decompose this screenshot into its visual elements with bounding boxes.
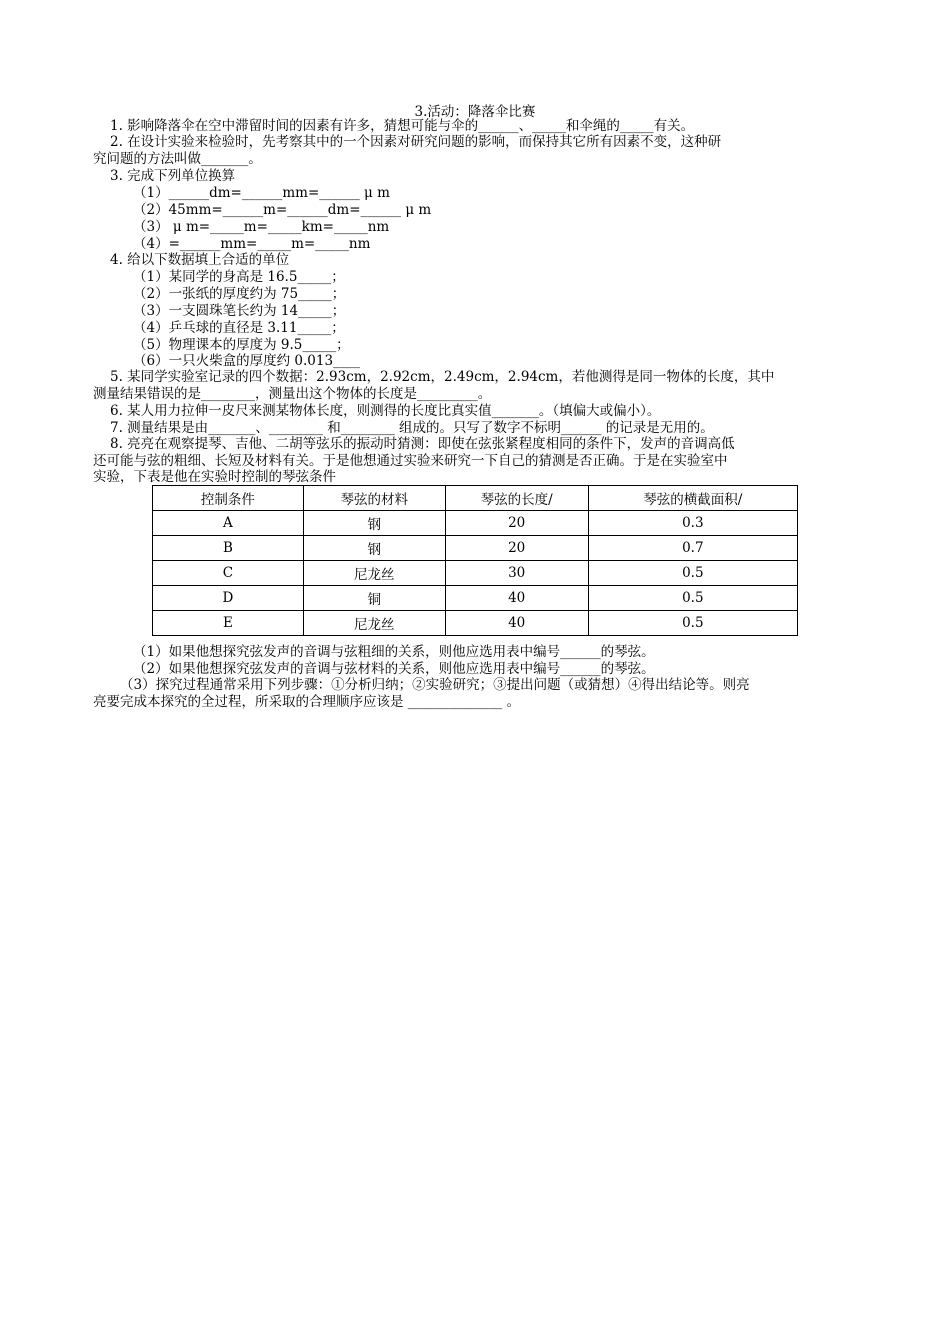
question-4-item-5: （5）物理课本的厚度为 9.5_____；: [133, 337, 350, 353]
question-1: 1. 影响降落伞在空中滞留时间的因素有许多，猜想可能与伞的______、_____和伞绳的_____有关。: [110, 118, 695, 134]
table-row: [153, 536, 798, 561]
question-8-part-2: （2）如果他想探究弦发声的音调与弦材料的关系，则他应选用表中编号______的琴弦。: [133, 661, 655, 677]
question-4-item-6: （6）一只火柴盒的厚度约 0.013____: [133, 353, 361, 369]
question-8-line-2: 还可能与弦的粗细、长短及材料有关。于是他想通过实验来研究一下自己的猜测是否正确。于是在实验室中: [93, 453, 728, 469]
table-cell: 0.5: [588, 611, 797, 636]
table-cell: B: [153, 536, 304, 561]
table-cell: 40: [445, 611, 588, 636]
question-3-item-1: （1）______dm=______mm=______ μ m: [133, 185, 390, 201]
table-cell: 钢: [303, 536, 445, 561]
table-cell: 铜: [303, 586, 445, 611]
question-3: 3. 完成下列单位换算: [110, 168, 236, 184]
table-header-row: [153, 486, 798, 511]
question-4-item-4: （4）乒乓球的直径是 3.11_____；: [133, 320, 345, 336]
table-cell: 20: [445, 511, 588, 536]
question-8-part-1: （1）如果他想探究弦发声的音调与弦粗细的关系，则他应选用表中编号______的琴弦。: [133, 644, 655, 660]
table-cell: 20: [445, 536, 588, 561]
string-conditions-table: [152, 485, 798, 636]
question-8-part-3-line-1: （3）探究过程通常采用下列步骤：①分析归纳；②实验研究；③提出问题（或猜想）④得出结论等。则亮: [120, 677, 750, 693]
question-3-item-3: （3） μ m=_____m=_____km=_____nm: [133, 219, 390, 235]
table-cell: 0.5: [588, 561, 797, 586]
table-cell: C: [153, 561, 304, 586]
table-cell: 钢: [303, 511, 445, 536]
table-cell: D: [153, 586, 304, 611]
table-row: [153, 561, 798, 586]
question-5-line-2: 测量结果错误的是________，测量出这个物体的长度是_________。: [93, 386, 492, 402]
table-header-cell: 控制条件: [153, 486, 304, 511]
question-7: 7. 测量结果是由_______、________ 和________ 组成的。只写了数字不标明______ 的记录是无用的。: [110, 420, 714, 436]
question-6: 6. 某人用力拉伸一皮尺来测某物体长度，则测得的长度比真实值_______。（填偏大或偏小）。: [110, 403, 661, 419]
table-row: [153, 586, 798, 611]
table-cell: A: [153, 511, 304, 536]
table-header-cell: 琴弦的横截面积/: [588, 486, 797, 511]
question-4-item-2: （2）一张纸的厚度约为 75_____；: [133, 286, 346, 302]
question-4-item-1: （1）某同学的身高是 16.5_____；: [133, 269, 345, 285]
table-cell: 0.7: [588, 536, 797, 561]
table-row: [153, 511, 798, 536]
question-8-part-3-line-2: 亮要完成本探究的全过程，所采取的合理顺序应该是 ______________ 。: [93, 694, 521, 710]
table-cell: 尼龙丝: [303, 611, 445, 636]
table-header-cell: 琴弦的材料: [303, 486, 445, 511]
table-cell: 0.5: [588, 586, 797, 611]
table-cell: 40: [445, 586, 588, 611]
question-5-line-1: 5. 某同学实验室记录的四个数据：2.93cm，2.92cm，2.49cm，2.94cm，若他测得是同一物体的长度，其中: [110, 369, 775, 385]
table-row: [153, 611, 798, 636]
question-4: 4. 给以下数据填上合适的单位: [110, 252, 290, 268]
question-3-item-4: （4）=______mm=_____m=_____nm: [133, 236, 371, 252]
question-3-item-2: （2）45mm=______m=______dm=______ μ m: [133, 202, 432, 218]
table-cell: 30: [445, 561, 588, 586]
question-2-line-2: 究问题的方法叫做_______。: [93, 151, 262, 167]
table-cell: 尼龙丝: [303, 561, 445, 586]
page-title: 3.活动：降落伞比赛: [414, 104, 536, 120]
table-cell: E: [153, 611, 304, 636]
question-8-line-3: 实验，下表是他在实验时控制的琴弦条件: [93, 469, 336, 485]
question-2-line-1: 2. 在设计实验来检验时，先考察其中的一个因素对研究问题的影响，而保持其它所有因素不变，这种研: [110, 134, 722, 150]
table-header-cell: 琴弦的长度/: [445, 486, 588, 511]
question-8-line-1: 8. 亮亮在观察提琴、吉他、二胡等弦乐的振动时猜测：即使在弦张紧程度相同的条件下，发声的音调高低: [110, 436, 735, 452]
table-cell: 0.3: [588, 511, 797, 536]
question-4-item-3: （3）一支圆珠笔长约为 14_____；: [133, 303, 346, 319]
